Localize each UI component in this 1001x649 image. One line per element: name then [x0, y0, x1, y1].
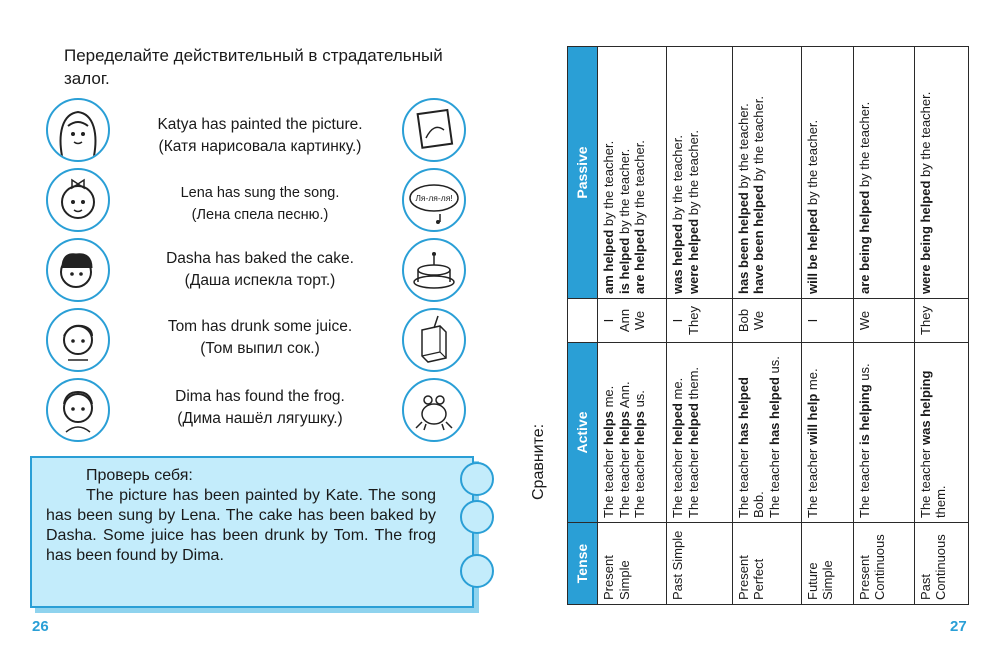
active-cell	[801, 343, 853, 523]
russian-translation: (Том выпил сок.)	[200, 340, 320, 357]
passive-cell	[732, 47, 801, 299]
tense-cell: Present Continuous	[853, 523, 914, 605]
passive-cell	[667, 47, 732, 299]
header-active: Active	[568, 343, 598, 523]
exercise-title: Переделайте действительный в страдательный залог.	[64, 46, 443, 88]
english-sentence: Katya has painted the picture.	[157, 116, 363, 133]
subject-cell: I	[801, 299, 853, 343]
table-row	[667, 47, 732, 605]
russian-translation: (Дима нашёл лягушку.)	[177, 410, 343, 427]
table-row	[914, 47, 968, 605]
puzzle-tab-icon	[460, 500, 494, 534]
left-page	[0, 0, 500, 649]
bubble-text: Ля-ля-ля!	[415, 193, 453, 203]
table-line: The teacher is helping us.	[856, 363, 872, 518]
table-line: The teacher helps us.	[632, 390, 647, 518]
subject-cell: I Ann We	[598, 299, 667, 343]
active-cell	[853, 343, 914, 523]
grammar-table-body	[598, 47, 969, 605]
exercise-sentence-4	[120, 316, 400, 360]
puzzle-tab-icon	[460, 462, 494, 496]
exercise-sentence-3	[120, 248, 400, 292]
compare-label: Сравните:	[530, 423, 547, 500]
subject-cell: Bob We	[732, 299, 801, 343]
passive-cell	[914, 47, 968, 299]
tense-cell: Present Simple	[598, 523, 667, 605]
table-line: The teacher helps Ann.	[616, 381, 632, 518]
grammar-table-wrapper	[567, 47, 969, 605]
grammar-table	[567, 46, 969, 605]
table-line: have been helped by the teacher.	[751, 96, 766, 294]
header-passive: Passive	[568, 47, 598, 299]
passive-cell	[598, 47, 667, 299]
exercise-sentence-5	[120, 386, 400, 430]
active-cell	[667, 343, 732, 523]
boy-dima-icon	[46, 378, 110, 442]
russian-translation: (Лена спела песню.)	[191, 207, 329, 223]
table-line: is helped by the teacher.	[616, 148, 632, 294]
table-row	[801, 47, 853, 605]
tense-cell: Past Continuous	[914, 523, 968, 605]
table-line: The teacher helped me.	[670, 377, 686, 518]
subject-cell: I They	[667, 299, 732, 343]
tense-cell: Future Simple	[801, 523, 853, 605]
table-line: The teacher helped them.	[685, 366, 701, 518]
check-yourself-box	[30, 456, 474, 608]
passive-cell	[853, 47, 914, 299]
table-line: The teacher helps me.	[601, 385, 616, 518]
subject-cell: We	[853, 299, 914, 343]
table-line: has been helped by the teacher.	[735, 103, 751, 294]
table-line: am helped by the teacher.	[601, 140, 616, 294]
page-number-left: 26	[32, 618, 49, 635]
table-line: The teacher was helping them.	[917, 370, 949, 518]
active-cell	[732, 343, 801, 523]
passive-cell	[801, 47, 853, 299]
exercise-sentence-1	[120, 114, 400, 158]
frog-icon	[402, 378, 466, 442]
table-line: was helped by the teacher.	[670, 135, 686, 294]
english-sentence: Dima has found the frog.	[175, 388, 345, 405]
puzzle-tab-icon	[460, 554, 494, 588]
table-line: were helped by the teacher.	[685, 129, 701, 294]
english-sentence: Tom has drunk some juice.	[167, 318, 353, 335]
check-text	[46, 466, 436, 566]
song-bubble-icon	[402, 168, 466, 232]
girl-dasha-icon	[46, 238, 110, 302]
cake-icon	[402, 238, 466, 302]
exercise-sentence-2	[120, 182, 400, 226]
table-line: The teacher has helped Bob.	[735, 377, 766, 518]
active-cell	[598, 343, 667, 523]
girl-katya-icon	[46, 98, 110, 162]
table-row	[598, 47, 667, 605]
picture-icon	[402, 98, 466, 162]
table-line: are being helped by the teacher.	[856, 101, 872, 294]
table-row	[853, 47, 914, 605]
tense-cell: Past Simple	[667, 523, 732, 605]
table-line: were being helped by the teacher.	[917, 91, 933, 294]
page-number-right: 27	[950, 618, 967, 635]
tense-cell: Present Perfect	[732, 523, 801, 605]
english-sentence: Lena has sung the song.	[180, 185, 340, 201]
header-tense: Tense	[568, 523, 598, 605]
girl-lena-icon	[46, 168, 110, 232]
juice-box-icon	[402, 308, 466, 372]
active-cell	[914, 343, 968, 523]
check-answers: The picture has been painted by Kate. The song has been sung by Lena. The cake has been baked by Dasha. Some juice has been drunk by Tom. The frog has been found by Dima.	[46, 487, 436, 564]
russian-translation: (Катя нарисовала картинку.)	[158, 138, 362, 155]
subject-cell: They	[914, 299, 968, 343]
table-line: are helped by the teacher.	[632, 140, 647, 294]
english-sentence: Dasha has baked the cake.	[166, 250, 354, 267]
table-row	[732, 47, 801, 605]
boy-tom-icon	[46, 308, 110, 372]
table-line: The teacher has helped us.	[766, 356, 782, 518]
table-line: The teacher will help me.	[804, 368, 820, 518]
table-line: will be helped by the teacher.	[804, 119, 820, 294]
russian-translation: (Даша испекла торт.)	[184, 272, 336, 289]
check-heading: Проверь себя:	[86, 467, 193, 484]
